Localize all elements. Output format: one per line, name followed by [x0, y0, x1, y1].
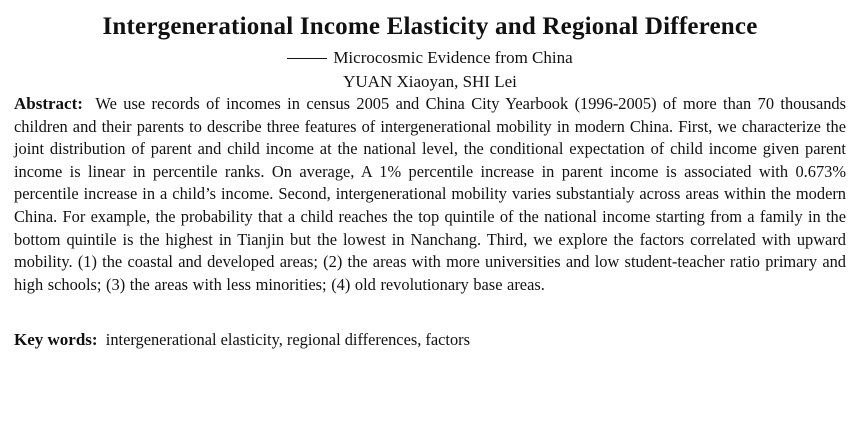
- paper-title: Intergenerational Income Elasticity and Regional Difference: [102, 13, 758, 40]
- abstract-paragraph: [14, 93, 846, 296]
- paper-subtitle-line: [14, 46, 846, 69]
- keywords-text: intergenerational elasticity, regional differences, factors: [105, 330, 471, 350]
- keywords-label: Key words:: [14, 330, 98, 350]
- abstract-text: We use records of incomes in census 2005 and China City Yearbook (1996-2005) of more than 70 thousands children and their parents to describe three features of intergenerational mobility in modern China. First, we characterize the joint distribution of parent and child income at the national level, the conditional expectation of child income given parent income is linear in percentile ranks. On average, A 1% percentile increase in parent income is associated with 0.673% percentile increase in a child’s income. Second, intergenerational mobility varies substantialy across areas within the modern China. For example, the probability that a child reaches the top quintile of the national income starting from a family in the bottom quintile is the highest in Tianjin but the lowest in Nanchang. Third, we explore the factors correlated with upward mobility. (1) the coastal and developed areas; (2) the areas with more universities and low student-teacher ratio primary and high schools; (3) the areas with less minorities; (4) old revolutionary base areas.: [14, 94, 846, 294]
- abstract-label: Abstract:: [14, 94, 83, 113]
- subtitle-dash: [287, 58, 327, 59]
- paper-authors: YUAN Xiaoyan, SHI Lei: [343, 72, 517, 91]
- paper-subtitle: Microcosmic Evidence from China: [333, 48, 573, 67]
- keywords-paragraph: [14, 329, 846, 351]
